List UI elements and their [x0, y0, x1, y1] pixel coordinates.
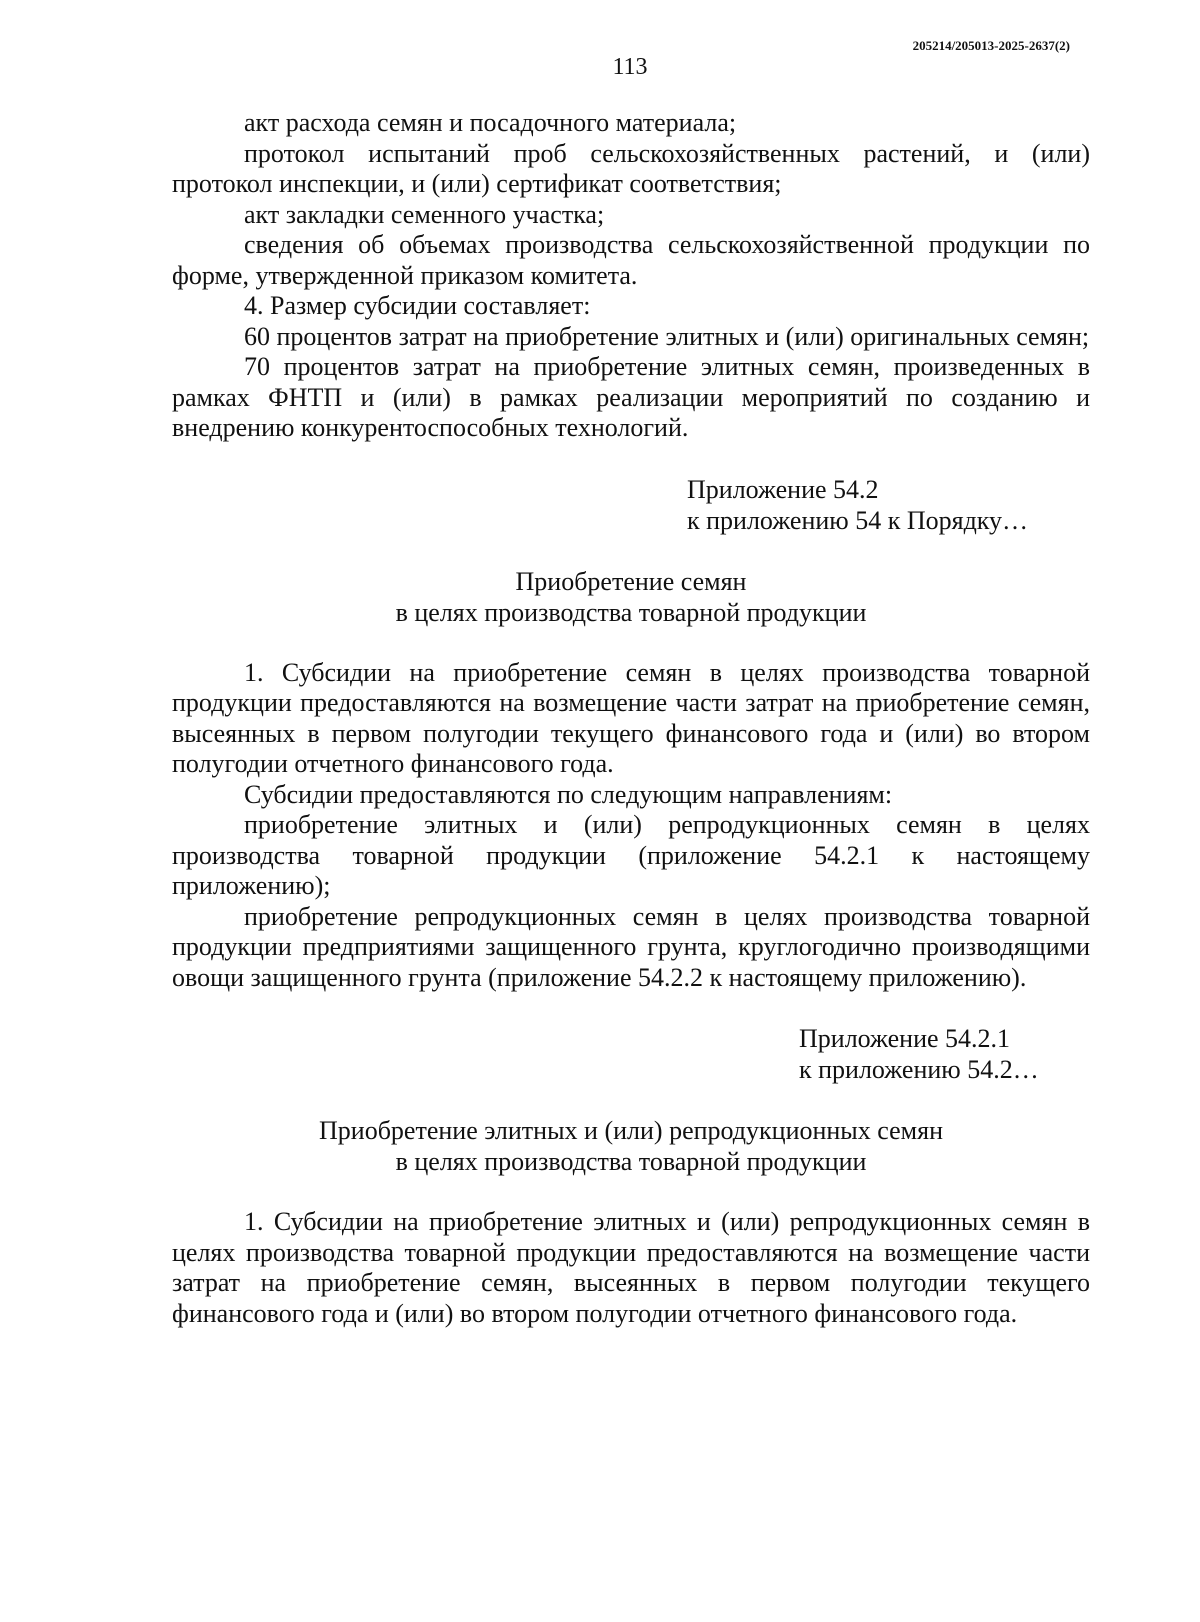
section-heading-line: Приобретение семян [515, 566, 747, 596]
paragraph: протокол испытаний проб сельскохозяйственных растений, и (или) протокол инспекции, и (или) сертификат соответствия; [172, 138, 1090, 198]
registration-number: 205214/205013-2025-2637(2) [912, 38, 1070, 53]
paragraph: 70 процентов затрат на приобретение элитных семян, произведенных в рамках ФНТП и (или) в рамках реализации мероприятий по созданию и внедрению конкурентоспособных технологий. [172, 352, 1090, 442]
section-heading-line: в целях производства товарной продукции [395, 597, 867, 627]
appendix-reference [799, 1023, 1090, 1085]
document-body [172, 108, 1090, 1329]
page-number: 113 [612, 54, 648, 80]
paragraph: 1. Субсидии на приобретение элитных и (или) репродукционных семян в целях производства товарной продукции предоставляются на возмещение части затрат на приобретение семян, высеянных в первом полугодии текущего финансового года и (или) во втором полугодии отчетного финансового года. [172, 1207, 1090, 1328]
section-heading-line: в целях производства товарной продукции [395, 1147, 867, 1176]
appendix-title: Приложение 54.2.1 [799, 1024, 1011, 1053]
paragraph: 4. Размер субсидии составляет: [244, 291, 591, 320]
paragraph: приобретение элитных и (или) репродукционных семян в целях производства товарной продукции (приложение 54.2.1 к настоящему приложению); [172, 810, 1090, 900]
appendix-subtitle: к приложению 54.2… [799, 1055, 1039, 1084]
appendix-title: Приложение 54.2 [687, 474, 879, 504]
paragraph: акт закладки семенного участка; [244, 199, 605, 229]
appendix-subtitle: к приложению 54 к Порядку… [687, 505, 1029, 535]
paragraph: сведения об объемах производства сельскохозяйственной продукции по форме, утвержденной приказом комитета. [172, 230, 1090, 290]
paragraph: Субсидии предоставляются по следующим направлениям: [244, 779, 893, 809]
appendix-reference [687, 474, 1090, 536]
section-heading [172, 1115, 1090, 1177]
section-heading-line: Приобретение элитных и (или) репродукционных семян [319, 1116, 943, 1145]
paragraph: 1. Субсидии на приобретение семян в целях производства товарной продукции предоставляются на возмещение части затрат на приобретение семян, высеянных в первом полугодии текущего финансового года и (или) во втором полугодии отчетного финансового года. [172, 657, 1090, 778]
paragraph: акт расхода семян и посадочного материала; [244, 108, 737, 137]
section-heading [172, 566, 1090, 628]
paragraph: приобретение репродукционных семян в целях производства товарной продукции предприятиями защищенного грунта, круглогодично производящими овощи защищенного грунта (приложение 54.2.2 к настоящему приложению). [172, 901, 1090, 992]
paragraph: 60 процентов затрат на приобретение элитных и (или) оригинальных семян; [244, 321, 1090, 351]
